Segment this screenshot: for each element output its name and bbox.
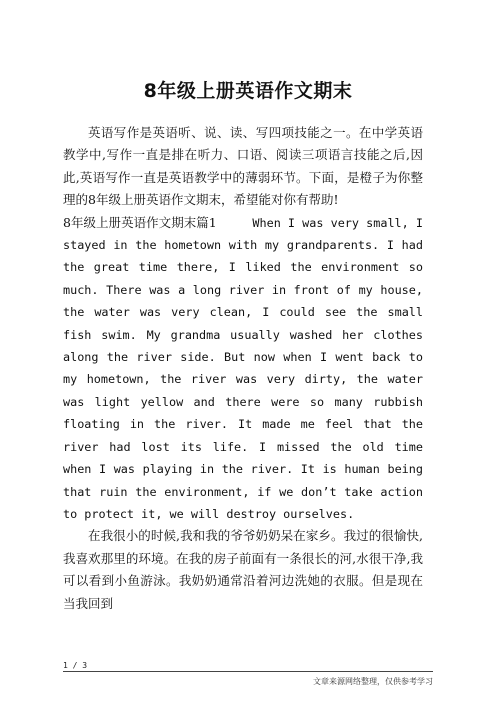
intro-paragraph: 英语写作是英语听、说、读、写四项技能之一。在中学英语教学中,写作一直是排在听力、口语、阅读三项语言技能之后,因此,英语写作一直是英语教学中的薄弱环节。下面，是橙子为你整理的8年级上册英语作文期末，希望能对你有帮助!: [63, 125, 423, 208]
page-number: 1 / 3: [63, 661, 88, 670]
essay-english-text: When I was very small, I stayed in the hometown with my grandparents. I had the great time there, I liked the environment so much. There was a long river in front of my house, the water was very clean, I could see the small fish swim. My grandma usually washed her clothes along the river side. But now when I went back to my hometown, the river was very dirty, the water was light yellow and there were so many rubbish floating in the river. It made me feel that the river had lost its life. I missed the old time when I was playing in the river. It is human being that ruin the environment, if we don’t take action to protect it, we will destroy ourselves.: [63, 215, 423, 521]
document-body: [63, 122, 423, 615]
essay-paragraph-chinese: 在我很小的时候,我和我的爷爷奶奶呆在家乡。我过的很愉快,我喜欢那里的环境。在我的房子前面有一条很长的河,水很干净,我可以看到小鱼游泳。我奶奶通常沿着河边洗她的衣服。但是现在当我回到: [63, 528, 423, 611]
essay-paragraph-english: [63, 212, 423, 526]
source-note: 文章来源网络整理，仅供参考学习: [313, 677, 433, 686]
document-title: 8年级上册英语作文期末: [143, 80, 353, 102]
essay-heading: 8年级上册英语作文期末篇1: [63, 214, 217, 230]
footer-divider: [63, 671, 433, 672]
